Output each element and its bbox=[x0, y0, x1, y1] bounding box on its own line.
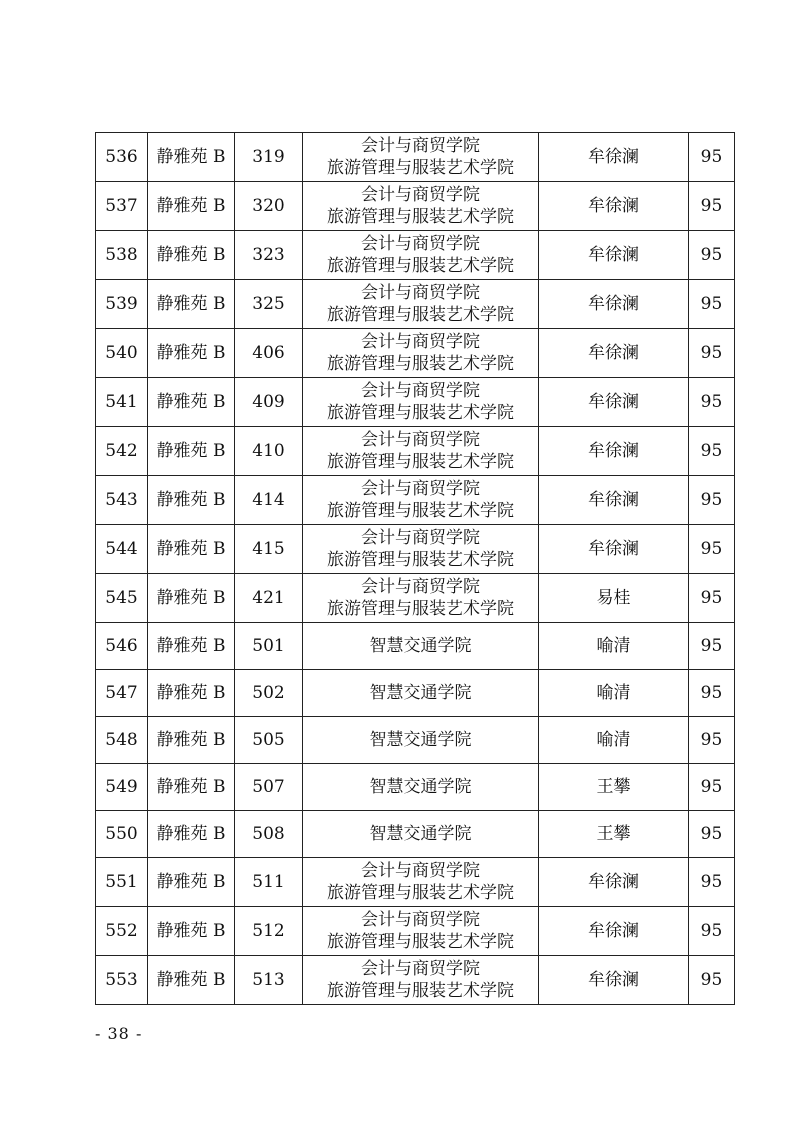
table-row bbox=[96, 133, 735, 182]
table-row bbox=[96, 858, 735, 907]
no-cell: 537 bbox=[96, 182, 148, 231]
college-cell bbox=[303, 427, 539, 476]
building-cell: 静雅苑 B bbox=[148, 858, 235, 907]
college-line: 会计与商贸学院 bbox=[361, 861, 480, 881]
room-cell: 501 bbox=[235, 623, 303, 670]
building-cell: 静雅苑 B bbox=[148, 907, 235, 956]
building-cell: 静雅苑 B bbox=[148, 764, 235, 811]
building-cell: 静雅苑 B bbox=[148, 623, 235, 670]
room-cell: 323 bbox=[235, 231, 303, 280]
building-cell: 静雅苑 B bbox=[148, 717, 235, 764]
building-cell: 静雅苑 B bbox=[148, 476, 235, 525]
college-line: 智慧交通学院 bbox=[369, 636, 472, 656]
table-row bbox=[96, 956, 735, 1005]
no-cell: 546 bbox=[96, 623, 148, 670]
table-row bbox=[96, 811, 735, 858]
college-line: 智慧交通学院 bbox=[369, 824, 472, 844]
college-cell bbox=[303, 378, 539, 427]
college-line: 旅游管理与服装艺术学院 bbox=[327, 550, 514, 570]
table-body bbox=[96, 133, 735, 1005]
teacher-cell: 牟徐澜 bbox=[539, 280, 689, 329]
teacher-cell: 牟徐澜 bbox=[539, 907, 689, 956]
college-line: 旅游管理与服装艺术学院 bbox=[327, 599, 514, 619]
room-cell: 415 bbox=[235, 525, 303, 574]
college-cell bbox=[303, 623, 539, 670]
building-cell: 静雅苑 B bbox=[148, 231, 235, 280]
no-cell: 551 bbox=[96, 858, 148, 907]
college-line: 会计与商贸学院 bbox=[361, 479, 480, 499]
score-cell: 95 bbox=[689, 231, 735, 280]
college-line: 旅游管理与服装艺术学院 bbox=[327, 207, 514, 227]
room-cell: 414 bbox=[235, 476, 303, 525]
no-cell: 539 bbox=[96, 280, 148, 329]
college-line: 智慧交通学院 bbox=[369, 777, 472, 797]
college-line: 会计与商贸学院 bbox=[361, 577, 480, 597]
building-cell: 静雅苑 B bbox=[148, 670, 235, 717]
college-line: 旅游管理与服装艺术学院 bbox=[327, 403, 514, 423]
table-row bbox=[96, 670, 735, 717]
table-row bbox=[96, 231, 735, 280]
college-line: 旅游管理与服装艺术学院 bbox=[327, 501, 514, 521]
college-cell bbox=[303, 764, 539, 811]
building-cell: 静雅苑 B bbox=[148, 574, 235, 623]
no-cell: 545 bbox=[96, 574, 148, 623]
teacher-cell: 喻清 bbox=[539, 623, 689, 670]
no-cell: 542 bbox=[96, 427, 148, 476]
building-cell: 静雅苑 B bbox=[148, 811, 235, 858]
no-cell: 548 bbox=[96, 717, 148, 764]
table-row bbox=[96, 280, 735, 329]
building-cell: 静雅苑 B bbox=[148, 427, 235, 476]
score-cell: 95 bbox=[689, 764, 735, 811]
teacher-cell: 牟徐澜 bbox=[539, 329, 689, 378]
table-row bbox=[96, 329, 735, 378]
table-row bbox=[96, 427, 735, 476]
no-cell: 540 bbox=[96, 329, 148, 378]
score-cell: 95 bbox=[689, 525, 735, 574]
room-cell: 508 bbox=[235, 811, 303, 858]
room-cell: 507 bbox=[235, 764, 303, 811]
college-line: 智慧交通学院 bbox=[369, 683, 472, 703]
table-row bbox=[96, 574, 735, 623]
teacher-cell: 易桂 bbox=[539, 574, 689, 623]
college-line: 智慧交通学院 bbox=[369, 730, 472, 750]
college-cell bbox=[303, 133, 539, 182]
building-cell: 静雅苑 B bbox=[148, 378, 235, 427]
building-cell: 静雅苑 B bbox=[148, 525, 235, 574]
room-cell: 421 bbox=[235, 574, 303, 623]
college-cell bbox=[303, 574, 539, 623]
no-cell: 538 bbox=[96, 231, 148, 280]
score-cell: 95 bbox=[689, 717, 735, 764]
college-line: 会计与商贸学院 bbox=[361, 136, 480, 156]
college-cell bbox=[303, 280, 539, 329]
college-cell bbox=[303, 476, 539, 525]
teacher-cell: 牟徐澜 bbox=[539, 858, 689, 907]
college-line: 旅游管理与服装艺术学院 bbox=[327, 305, 514, 325]
room-cell: 409 bbox=[235, 378, 303, 427]
college-cell bbox=[303, 717, 539, 764]
score-cell: 95 bbox=[689, 182, 735, 231]
room-cell: 320 bbox=[235, 182, 303, 231]
room-cell: 325 bbox=[235, 280, 303, 329]
table-row bbox=[96, 182, 735, 231]
college-line: 会计与商贸学院 bbox=[361, 283, 480, 303]
score-cell: 95 bbox=[689, 133, 735, 182]
college-cell bbox=[303, 525, 539, 574]
no-cell: 550 bbox=[96, 811, 148, 858]
teacher-cell: 牟徐澜 bbox=[539, 525, 689, 574]
no-cell: 553 bbox=[96, 956, 148, 1005]
no-cell: 549 bbox=[96, 764, 148, 811]
teacher-cell: 牟徐澜 bbox=[539, 427, 689, 476]
room-cell: 505 bbox=[235, 717, 303, 764]
college-cell bbox=[303, 182, 539, 231]
score-cell: 95 bbox=[689, 670, 735, 717]
score-cell: 95 bbox=[689, 378, 735, 427]
no-cell: 541 bbox=[96, 378, 148, 427]
score-cell: 95 bbox=[689, 907, 735, 956]
college-cell bbox=[303, 956, 539, 1005]
score-cell: 95 bbox=[689, 623, 735, 670]
score-cell: 95 bbox=[689, 956, 735, 1005]
table-row bbox=[96, 525, 735, 574]
room-cell: 512 bbox=[235, 907, 303, 956]
teacher-cell: 王攀 bbox=[539, 764, 689, 811]
building-cell: 静雅苑 B bbox=[148, 133, 235, 182]
dormitory-score-table bbox=[95, 132, 735, 1005]
building-cell: 静雅苑 B bbox=[148, 280, 235, 329]
college-cell bbox=[303, 329, 539, 378]
teacher-cell: 喻清 bbox=[539, 717, 689, 764]
teacher-cell: 牟徐澜 bbox=[539, 476, 689, 525]
table-row bbox=[96, 623, 735, 670]
teacher-cell: 牟徐澜 bbox=[539, 956, 689, 1005]
page-number: - 38 - bbox=[95, 1024, 143, 1043]
college-line: 会计与商贸学院 bbox=[361, 959, 480, 979]
college-line: 会计与商贸学院 bbox=[361, 910, 480, 930]
room-cell: 319 bbox=[235, 133, 303, 182]
table-row bbox=[96, 907, 735, 956]
room-cell: 511 bbox=[235, 858, 303, 907]
college-line: 会计与商贸学院 bbox=[361, 381, 480, 401]
college-cell bbox=[303, 231, 539, 280]
college-line: 旅游管理与服装艺术学院 bbox=[327, 354, 514, 374]
teacher-cell: 牟徐澜 bbox=[539, 378, 689, 427]
teacher-cell: 牟徐澜 bbox=[539, 182, 689, 231]
teacher-cell: 王攀 bbox=[539, 811, 689, 858]
teacher-cell: 牟徐澜 bbox=[539, 231, 689, 280]
building-cell: 静雅苑 B bbox=[148, 956, 235, 1005]
college-cell bbox=[303, 858, 539, 907]
table-row bbox=[96, 476, 735, 525]
score-cell: 95 bbox=[689, 811, 735, 858]
college-line: 旅游管理与服装艺术学院 bbox=[327, 256, 514, 276]
college-line: 会计与商贸学院 bbox=[361, 332, 480, 352]
no-cell: 544 bbox=[96, 525, 148, 574]
score-cell: 95 bbox=[689, 574, 735, 623]
no-cell: 547 bbox=[96, 670, 148, 717]
score-cell: 95 bbox=[689, 280, 735, 329]
no-cell: 543 bbox=[96, 476, 148, 525]
teacher-cell: 牟徐澜 bbox=[539, 133, 689, 182]
college-cell bbox=[303, 670, 539, 717]
college-line: 会计与商贸学院 bbox=[361, 185, 480, 205]
room-cell: 513 bbox=[235, 956, 303, 1005]
room-cell: 406 bbox=[235, 329, 303, 378]
room-cell: 502 bbox=[235, 670, 303, 717]
no-cell: 536 bbox=[96, 133, 148, 182]
teacher-cell: 喻清 bbox=[539, 670, 689, 717]
college-line: 会计与商贸学院 bbox=[361, 528, 480, 548]
score-cell: 95 bbox=[689, 427, 735, 476]
college-cell bbox=[303, 907, 539, 956]
college-cell bbox=[303, 811, 539, 858]
table-row bbox=[96, 717, 735, 764]
college-line: 旅游管理与服装艺术学院 bbox=[327, 883, 514, 903]
score-cell: 95 bbox=[689, 476, 735, 525]
no-cell: 552 bbox=[96, 907, 148, 956]
college-line: 旅游管理与服装艺术学院 bbox=[327, 452, 514, 472]
score-cell: 95 bbox=[689, 858, 735, 907]
table-row bbox=[96, 764, 735, 811]
building-cell: 静雅苑 B bbox=[148, 329, 235, 378]
college-line: 旅游管理与服装艺术学院 bbox=[327, 158, 514, 178]
score-cell: 95 bbox=[689, 329, 735, 378]
college-line: 旅游管理与服装艺术学院 bbox=[327, 932, 514, 952]
college-line: 会计与商贸学院 bbox=[361, 234, 480, 254]
building-cell: 静雅苑 B bbox=[148, 182, 235, 231]
college-line: 会计与商贸学院 bbox=[361, 430, 480, 450]
college-line: 旅游管理与服装艺术学院 bbox=[327, 981, 514, 1001]
room-cell: 410 bbox=[235, 427, 303, 476]
table-row bbox=[96, 378, 735, 427]
